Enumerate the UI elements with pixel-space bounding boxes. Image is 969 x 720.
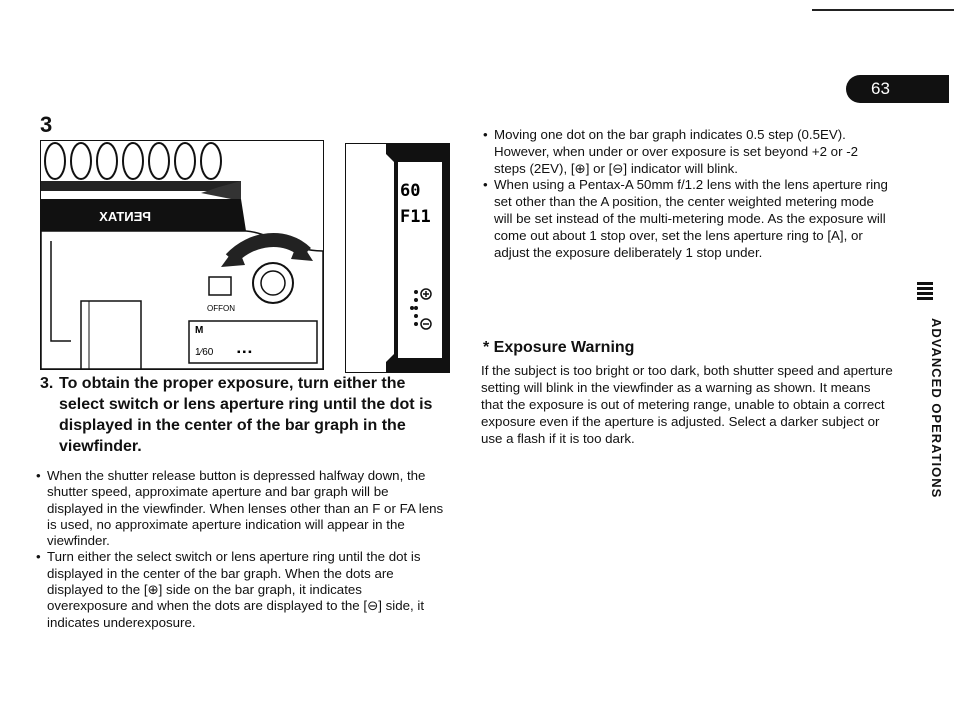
bullet-icon: • <box>36 549 41 565</box>
camera-illustration <box>40 140 324 370</box>
left-bullet-list <box>36 468 446 631</box>
section-side-tab <box>905 300 945 500</box>
bullet-icon: • <box>36 468 41 483</box>
camera-drawing <box>41 141 323 369</box>
viewfinder-illustration <box>345 143 450 373</box>
page-number-tab <box>846 75 949 103</box>
lcd-bar: ▪ ▪ ▪ <box>237 347 252 358</box>
switch-off-label: OFF <box>207 304 223 313</box>
lcd-shutter-speed: 1⁄60 <box>195 347 214 358</box>
prism-brand-text: PENTAX <box>99 209 151 224</box>
exposure-warning-heading: * Exposure Warning <box>483 339 635 356</box>
bullet-icon: • <box>483 177 488 193</box>
figure-number: 3 <box>40 112 53 137</box>
right-bullet-list <box>483 127 893 261</box>
top-rule <box>812 9 954 11</box>
page-number: 63 <box>871 79 890 98</box>
section-label: ADVANCED OPERATIONS <box>929 318 944 499</box>
list-item <box>483 177 893 261</box>
step-text: To obtain the proper exposure, turn either the select switch or lens aperture ring until the dot is displayed in the center of the bar graph in the viewfinder. <box>59 375 433 455</box>
exposure-warning-text: If the subject is too bright or too dark, both shutter speed and aperture setting will blink in the viewfinder as a warning as shown. It means that the exposure is out of metering range, unable to obtain a correct exposure even if the aperture is adjusted. Select a darker subject or use a flash if it is too dark. <box>481 363 893 446</box>
section-marker-icon <box>917 282 933 302</box>
vf-aperture: F11 <box>400 207 431 227</box>
vf-shutter-speed: 60 <box>400 181 421 201</box>
bullet-text: Turn either the select switch or lens aperture ring until the dot is displayed in the center of the bar graph. When the dots are displayed to the [⊕] side on the bar graph, it indicates overexposure and when the dots are displayed to the [⊖] side, it indicates underexposure. <box>47 549 425 630</box>
list-item <box>483 127 893 177</box>
lcd-mode: M <box>195 325 204 336</box>
list-item <box>36 468 446 549</box>
bullet-text: When the shutter release button is depressed halfway down, the shutter speed, approximate aperture and bar graph will be displayed in the viewfinder. When lenses other than an F or FA lens is used, no approximate aperture indication will appear in the viewfinder. <box>47 468 444 549</box>
step-3 <box>40 373 450 457</box>
bullet-text: Moving one dot on the bar graph indicates 0.5 step (0.5EV). However, when under or over exposure is set beyond +2 or -2 steps (2EV), [⊕] or [⊖] indicator will blink. <box>494 127 859 176</box>
bullet-icon: • <box>483 127 488 142</box>
switch-on-label: ON <box>223 304 235 313</box>
bullet-text: When using a Pentax-A 50mm f/1.2 lens with the lens aperture ring set other than the A position, the center weighted metering mode will be set instead of the multi-metering mode. As the exposure will come out about 1 stop over, set the lens aperture ring to [A], or adjust the exposure deliberately 1 stop under. <box>494 177 888 260</box>
list-item <box>36 549 446 630</box>
viewfinder-drawing <box>346 144 449 372</box>
step-number: 3. <box>40 375 54 392</box>
